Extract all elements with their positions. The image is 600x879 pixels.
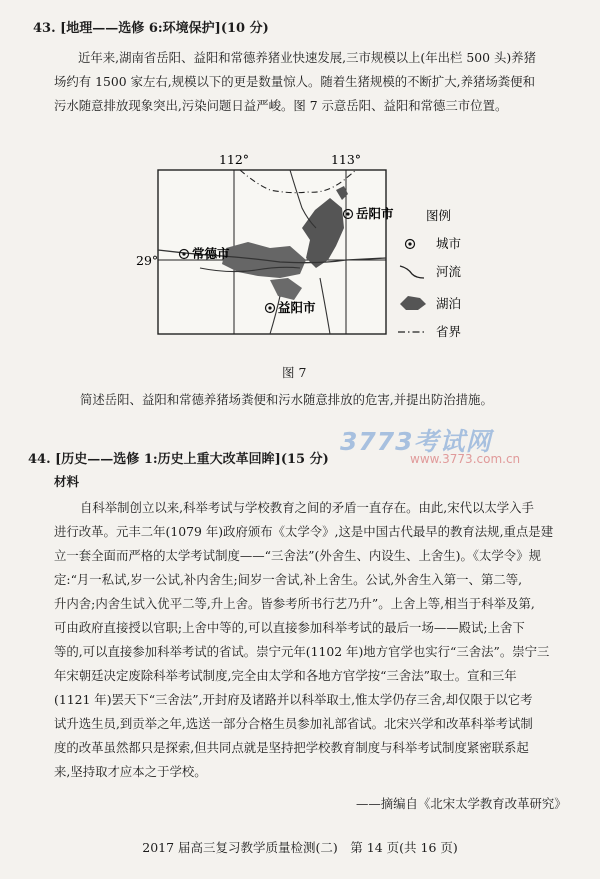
legend-lake-label: 湖泊 [436,296,462,311]
figure-caption: 图 7 [282,365,307,380]
city-label-changde: 常德市 [192,246,230,261]
q43-header: 43. [地理——选修 6:环境保护](10 分) [33,21,269,36]
q44-line-8: 年宋朝廷决定废除科举考试制度,完全由太学和各地方官学按“三舍法”取士。宣和三年 [54,668,517,683]
q44-line-2: 进行改革。元丰二年(1079 年)政府颁布《太学令》,这是中国古代最早的教育法规,重点是建 [54,524,554,539]
q44-line-5: 升内舍;内舍生试入优平二等,升上舍。皆参考所书行艺乃升”。上舍上等,相当于科举及第, [54,596,535,611]
city-label-yueyang: 岳阳市 [356,206,394,221]
q44-line-12: 来,坚持取才应本之于学校。 [54,764,207,779]
q44-line-4: 定:“月一私试,岁一公试,补内舍生;间岁一舍试,补上舍生。公试,外舍生入第一、第二等, [54,572,523,587]
q44-line-3: 立一套全面而严格的太学考试制度——“三舍法”(外舍生、内设生、上舍生)。《太学令》规 [54,548,541,563]
legend-river-icon [400,266,424,278]
legend-river-label: 河流 [436,264,462,279]
watermark-logo: 3773考试网 [340,427,492,456]
q43-intro-line-2: 场约有 1500 家左右,规模以下的更是数量惊人。随着生猪规模的不断扩大,养猪场粪便和 [54,74,535,89]
q44-line-11: 度的改革虽然都只是探索,但共同点就是坚持把学校教育制度与科举考试制度紧密联系起 [54,740,529,755]
q44-line-6: 可由政府直接授以官职;上舍中等的,可以直接参加科举考试的最后一场——殿试;上舍下 [54,620,525,635]
legend-title: 图例 [426,208,452,223]
q44-line-9: (1121 年)罢天下“三舍法”,开封府及诸路并以科举取士,惟太学仍存三舍,却仅限于以它考 [54,692,533,707]
legend-city-label: 城市 [436,236,462,251]
q43-question: 简述岳阳、益阳和常德养猪场粪便和污水随意排放的危害,并提出防治措施。 [80,392,493,407]
lon-label-113: 113° [330,152,362,167]
q44-line-10: 试升选生员,到贡举之年,选送一部分合格生员参加礼部省试。北宋兴学和改革科举考试制 [54,716,533,731]
q44-line-7: 等的,可以直接参加科举考试的省试。崇宁元年(1102 年)地方官学也实行“三舍法”。崇宁三 [54,644,550,659]
lat-label-29: 29° [136,253,159,268]
lon-label-112: 112° [218,152,250,167]
city-label-yiyang: 益阳市 [278,300,316,315]
legend-lake-icon [400,296,426,310]
q43-intro-line-1: 近年来,湖南省岳阳、益阳和常德养猪业快速发展,三市规模以上(年出栏 500 头)养猪 [78,50,536,65]
legend-border-label: 省界 [436,324,462,339]
watermark-url: www.3773.com.cn [410,452,521,466]
material-label: 材料 [54,474,80,489]
q44-header: 44. [历史——选修 1:历史上重大改革回眸](15 分) [28,452,329,467]
q43-intro-line-3: 污水随意排放现象突出,污染问题日益严峻。图 7 示意岳阳、益阳和常德三市位置。 [54,98,508,113]
q44-source: ——摘编自《北宋太学教育改革研究》 [356,796,567,811]
figure-7-map [130,150,490,360]
q44-line-1: 自科举制创立以来,科举考试与学校教育之间的矛盾一直存在。由此,宋代以太学入手 [80,500,534,515]
page-footer: 2017 届高三复习教学质量检测(二) 第 14 页(共 16 页) [142,840,458,855]
